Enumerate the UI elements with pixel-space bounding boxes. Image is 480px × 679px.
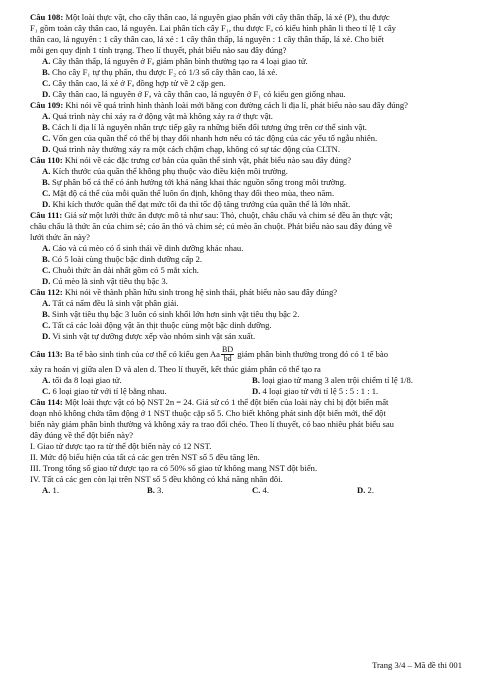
option-b: B. loại giao tử mang 3 alen trội chiếm tỉ lệ 1/8.: [252, 374, 413, 385]
question-111-label: Câu 111:: [30, 210, 63, 220]
question-112: [30, 287, 462, 342]
question-111: [30, 210, 462, 287]
option-d: D. Quá trình này thường xảy ra một cách chậm chạp, không có sự tác động của CLTN.: [42, 144, 341, 154]
option-c: C. 4.: [252, 484, 269, 495]
options-row: [30, 485, 462, 496]
option-c: C. Tất cả các loài động vật ăn thịt thuộc cùng một bậc dinh dưỡng.: [42, 320, 272, 330]
option-a: A. tối đa 8 loại giao tử.: [42, 374, 122, 385]
option-d: D. Vi sinh vật tự dưỡng được xếp vào nhóm sinh vật sản xuất.: [42, 331, 256, 341]
option-a: A. Cáo và cú mèo có ổ sinh thái về dinh dưỡng khác nhau.: [42, 243, 244, 253]
statement-4: IV. Tất cả các gen còn lại trên NST số 5 đều không có khả năng nhân đôi.: [30, 473, 283, 484]
question-108-stem-line: mỗi gen quy định 1 tính trạng. Theo lí thuyết, phát biểu nào sau đây đúng?: [30, 45, 287, 55]
question-114-stem-line: biến này giảm phân bình thường và không xảy ra trao đổi chéo. Theo lí thuyết, có bao nhiêu phát biểu sau: [30, 418, 394, 429]
options-row: [30, 375, 462, 386]
option-d: D. 2.: [357, 484, 374, 495]
option-a: A. 1.: [42, 484, 59, 495]
option-b: B. Có 5 loài cùng thuộc bậc dinh dưỡng cấp 2.: [42, 254, 203, 264]
question-114-stem-line: đoạn nhỏ không chứa tâm động ở 1 NST thuộc cặp số 5. Cho biết không phát sinh đột biến mới, thể đột: [30, 407, 386, 418]
option-c: C. Chuỗi thức ăn dài nhất gồm có 5 mắt xích.: [42, 265, 199, 275]
question-110: [30, 155, 462, 210]
question-110-label: Câu 110:: [30, 155, 63, 165]
option-b: B. Sinh vật tiêu thụ bậc 3 luôn có sinh khối lớn hơn sinh vật tiêu thụ bậc 2.: [42, 309, 300, 319]
option-d: D. 4 loại giao tử với tỉ lệ 5 : 5 : 1 : 1.: [252, 385, 379, 396]
question-108-stem: Câu 108: Một loài thực vật, cho cây thân cao, lá nguyên giao phấn với cây thân thấp, lá xẻ (P), thu được: [30, 12, 390, 22]
question-108-label: Câu 108:: [30, 12, 64, 22]
question-111-stem: Câu 111: Giả sử một lưới thức ăn được mô tả như sau: Thỏ, chuột, châu chấu và chim sẻ đều ăn thực vật;: [30, 210, 393, 220]
question-108-stem-line: thân cao, lá nguyên : 1 cây thân cao, lá xẻ : 1 cây thân thấp, lá nguyên : 1 cây thân thấp, lá xẻ. Cho biết: [30, 34, 384, 44]
page-footer: Trang 3/4 – Mã đề thi 001: [372, 660, 462, 670]
question-108-stem-line: F₁ gồm toàn cây thân cao, lá nguyên. Lai phân tích cây F₁, thu được Fₐ có kiểu hình phân li theo tỉ lệ 1 cây: [30, 23, 396, 33]
option-c: C. 6 loại giao tử với tỉ lệ bằng nhau.: [42, 385, 167, 396]
option-b: B. Cách li địa lí là nguyên nhân trực tiếp gây ra những biến đổi tương ứng trên cơ thể sinh vật.: [42, 122, 367, 132]
question-109: [30, 100, 462, 155]
options-row: [30, 386, 462, 397]
question-114-label: Câu 114:: [30, 396, 63, 407]
question-113-stem-line: xảy ra hoán vị giữa alen D và alen d. Theo lí thuyết, kết thúc giảm phân có thể tạo ra: [30, 363, 321, 374]
option-d: D. Cú mèo là sinh vật tiêu thụ bậc 3.: [42, 276, 168, 286]
question-114-stem-line: đây đúng về thể đột biến này?: [30, 429, 134, 440]
option-b: B. 3.: [147, 484, 164, 495]
question-111-stem-line: lưới thức ăn này?: [30, 232, 90, 242]
option-c: C. Vốn gen của quần thể có thể bị thay đổi nhanh hơn nếu có tác động của các yếu tố ngẫu nhiên.: [42, 133, 378, 143]
question-114: [30, 397, 462, 496]
option-a: A. Cây thân thấp, lá nguyên ở Fₐ giảm phân bình thường tạo ra 4 loại giao tử.: [42, 56, 308, 66]
option-c: C. Mật độ cá thể của mỗi quần thể luôn ổn định, không thay đổi theo mùa, theo năm.: [42, 188, 335, 198]
option-a: A. Quá trình này chỉ xảy ra ở động vật mà không xảy ra ở thực vật.: [42, 111, 273, 121]
option-d: D. Cây thân cao, lá nguyên ở Fₐ và cây thân cao, lá nguyên ở F₁ có kiểu gen giống nhau.: [42, 89, 346, 99]
question-113-stem: Câu 113: Ba tế bào sinh tinh của cơ thể có kiểu gen Aa $\frac{BD}{bd}$ giảm phân bình thường trong đó có 1 tế bào: [30, 345, 389, 364]
option-b: B. Cho cây F₁ tự thụ phấn, thu được F₂ có 1/3 số cây thân cao, lá xẻ.: [42, 67, 278, 77]
statement-3: III. Trong tổng số giao tử được tạo ra có 50% số giao tử không mang NST đột biến.: [30, 462, 318, 473]
question-113: [30, 346, 462, 397]
option-a: A. Tất cả nấm đều là sinh vật phân giải.: [42, 298, 179, 308]
question-109-label: Câu 109:: [30, 100, 64, 110]
genotype-fraction: $\frac{BD}{bd}$: [222, 345, 234, 364]
statement-2: II. Mức độ biểu hiện của tất cả các gen trên NST số 5 đều tăng lên.: [30, 451, 260, 462]
option-c: C. Cây thân cao, lá xẻ ở Fₐ đồng hợp tử về 2 cặp gen.: [42, 78, 226, 88]
statement-1: I. Giao tử được tạo ra từ thể đột biến này có 12 NST.: [30, 440, 212, 451]
question-111-stem-line: châu chấu là thức ăn của chim sẻ; cáo ăn thỏ và chim sẻ; cú mèo ăn chuột. Phát biểu nào sau đây đúng về: [30, 221, 392, 231]
option-d: D. Khi kích thước quần thể đạt mức tối đa thì tốc độ tăng trưởng của quần thể là lớn nhất.: [42, 199, 351, 209]
question-112-label: Câu 112:: [30, 287, 63, 297]
question-109-stem: Câu 109: Khi nói về quá trình hình thành loài mới bằng con đường cách li địa lí, phát biểu nào sau đây đúng?: [30, 100, 408, 110]
question-108: [30, 12, 462, 100]
question-112-stem: Câu 112: Khi nói về thành phần hữu sinh trong hệ sinh thái, phát biểu nào sau đây đúng?: [30, 287, 338, 297]
option-a: A. Kích thước của quần thể không phụ thuộc vào điều kiện môi trường.: [42, 166, 288, 176]
question-110-stem: Câu 110: Khi nói về các đặc trưng cơ bản của quần thể sinh vật, phát biểu nào sau đây đúng?: [30, 155, 352, 165]
option-b: B. Sự phân bố cá thể có ảnh hưởng tới khả năng khai thác nguồn sống trong môi trường.: [42, 177, 347, 187]
question-113-label: Câu 113:: [30, 348, 63, 359]
question-114-stem: Câu 114: Một loài thực vật có bộ NST 2n = 24. Giả sử có 1 thể đột biến của loài này chỉ bị đột biến mất: [30, 396, 389, 407]
